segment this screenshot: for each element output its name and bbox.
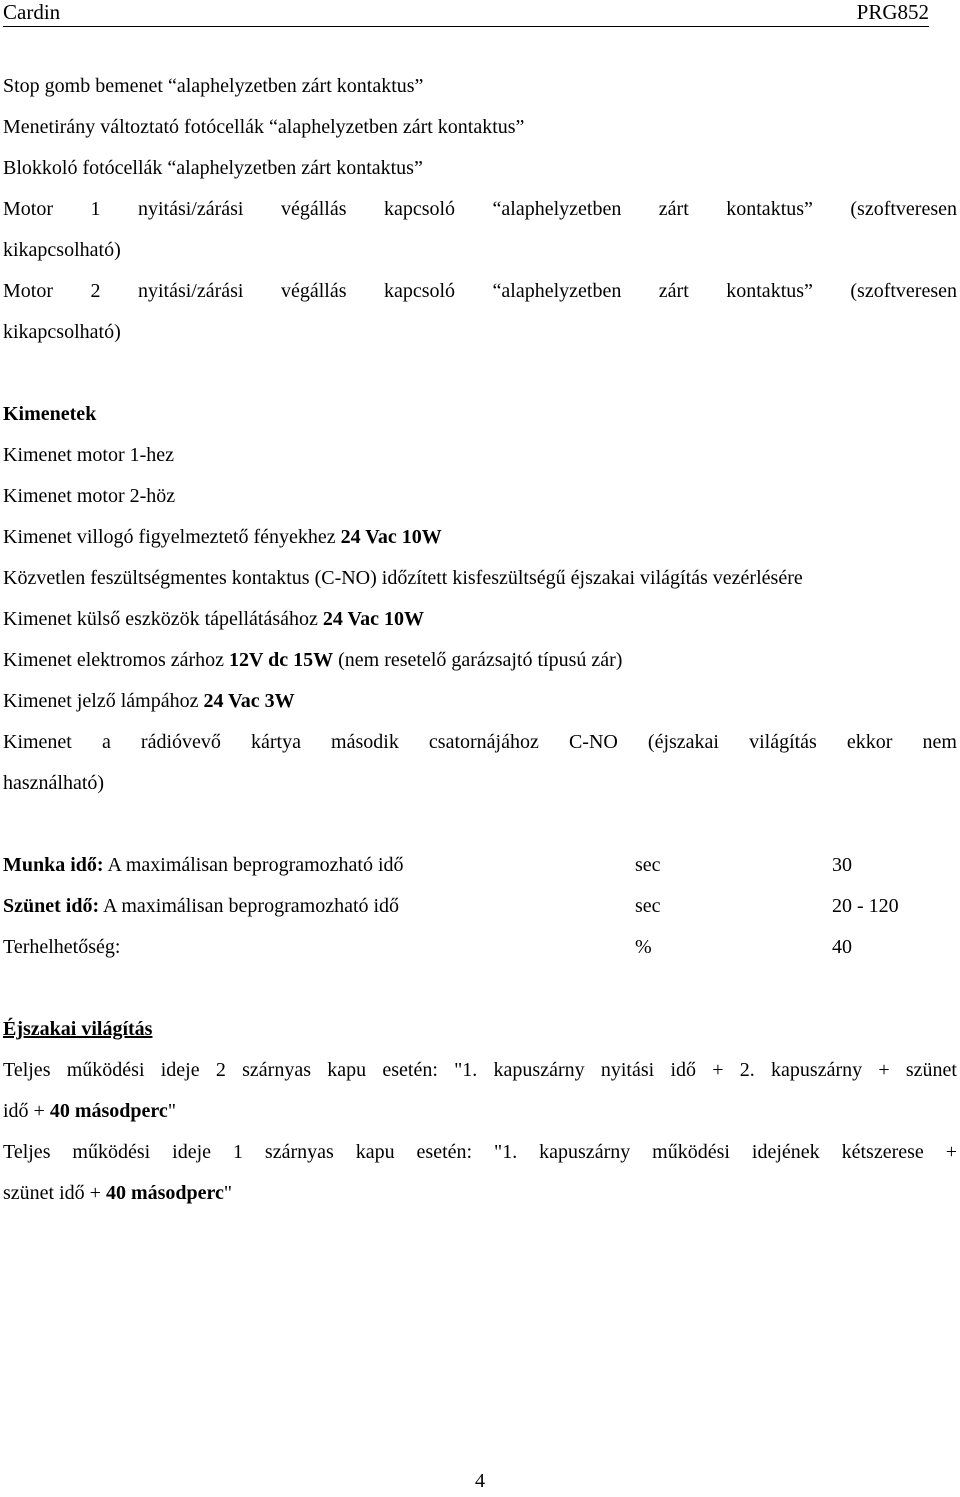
header-brand: Cardin bbox=[3, 0, 61, 24]
night-light-heading: Éjszakai világítás bbox=[3, 1018, 153, 1040]
output-accessories-power: Kimenet külső eszközök tápellátásához 24 Vac 10W bbox=[3, 608, 425, 630]
outputs-heading: Kimenetek bbox=[3, 403, 97, 425]
input-reverse-photocells: Menetirány változtató fotócellák “alaphelyzetben zárt kontaktus” bbox=[3, 116, 525, 138]
document-body bbox=[3, 66, 957, 1214]
header-model: PRG852 bbox=[856, 0, 929, 24]
input-motor2-limit: Motor 2 nyitási/zárási végállás kapcsoló “alaphelyzetben zárt kontaktus” (szoftveresen bbox=[3, 280, 957, 302]
output-radio-channel: Kimenet a rádióvevő kártya második csatornájához C-NO (éjszakai világítás ekkor nem bbox=[3, 731, 957, 753]
input-blocking-photocells: Blokkoló fotócellák “alaphelyzetben zárt kontaktus” bbox=[3, 157, 423, 179]
output-radio-channel-cont: használható) bbox=[3, 772, 105, 794]
night-light-p2: Teljes működési ideje 1 szárnyas kapu esetén: "1. kapuszárny működési idejének kétszerese + bbox=[3, 1141, 957, 1163]
spec-row: Szünet idő: A maximálisan beprogramozható idő sec 20 - 120 bbox=[3, 895, 899, 917]
input-stop: Stop gomb bemenet “alaphelyzetben zárt kontaktus” bbox=[3, 75, 424, 97]
page-number: 4 bbox=[475, 1470, 485, 1492]
input-motor2-limit-cont: kikapcsolható) bbox=[3, 321, 121, 343]
output-flashing-light: Kimenet villogó figyelmeztető fényekhez 24 Vac 10W bbox=[3, 526, 442, 548]
output-indicator-lamp: Kimenet jelző lámpához 24 Vac 3W bbox=[3, 690, 295, 712]
spec-row: Terhelhetőség: % 40 bbox=[3, 936, 852, 958]
output-motor2: Kimenet motor 2-höz bbox=[3, 485, 176, 507]
output-motor1: Kimenet motor 1-hez bbox=[3, 444, 175, 466]
input-motor1-limit-cont: kikapcsolható) bbox=[3, 239, 121, 261]
night-light-p1: Teljes működési ideje 2 szárnyas kapu esetén: "1. kapuszárny nyitási idő + 2. kapuszárny + szünet bbox=[3, 1059, 957, 1081]
input-motor1-limit: Motor 1 nyitási/zárási végállás kapcsoló “alaphelyzetben zárt kontaktus” (szoftveresen bbox=[3, 198, 957, 220]
night-light-p2-cont: szünet idő + 40 másodperc" bbox=[3, 1182, 233, 1204]
spec-row: Munka idő: A maximálisan beprogramozható idő sec 30 bbox=[3, 854, 852, 876]
page-header bbox=[3, 0, 929, 27]
output-electric-lock: Kimenet elektromos zárhoz 12V dc 15W (nem resetelő garázsajtó típusú zár) bbox=[3, 649, 623, 671]
output-night-light-contact: Közvetlen feszültségmentes kontaktus (C-NO) időzített kisfeszültségű éjszakai világítás vezérlésére bbox=[3, 567, 803, 589]
night-light-p1-cont: idő + 40 másodperc" bbox=[3, 1100, 176, 1122]
